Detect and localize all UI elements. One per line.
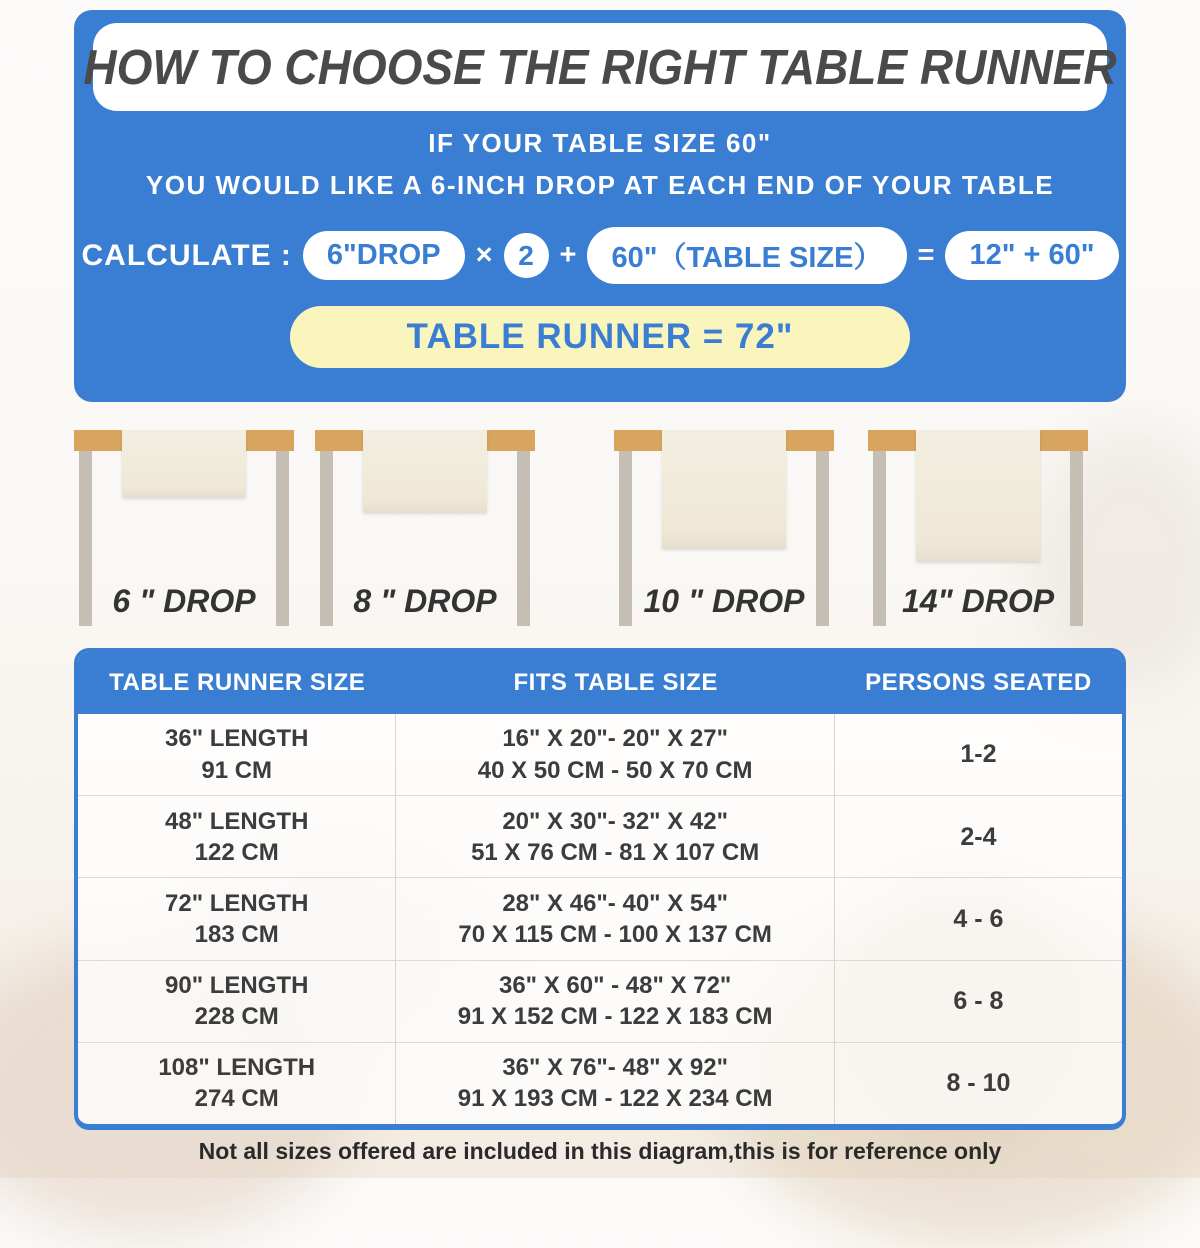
runner-drape — [662, 430, 786, 548]
subtitle-line-2: YOU WOULD LIKE A 6-INCH DROP AT EACH END OF YOUR TABLE — [145, 170, 1055, 200]
table-illustration-10-drop — [614, 430, 834, 626]
times-operator: × — [475, 239, 493, 271]
table-row — [78, 795, 1122, 877]
title-banner — [83, 23, 1117, 111]
fits-inches: 36" X 76"- 48" X 92" — [502, 1054, 728, 1082]
table-size-pill: 60"（TABLE SIZE） — [587, 227, 906, 284]
sum-pill: 12" + 60" — [945, 231, 1118, 280]
page-title: HOW TO CHOOSE THE RIGHT TABLE RUNNER — [83, 39, 1117, 95]
table-illustration-14-drop — [868, 430, 1088, 626]
runner-length-cm: 274 CM — [194, 1085, 279, 1113]
persons-cell: 8 - 10 — [946, 1069, 1011, 1098]
size-chart-body — [78, 714, 1122, 1124]
fits-inches: 16" X 20"- 20" X 27" — [502, 725, 728, 753]
drop-label: 6 " DROP — [112, 583, 256, 619]
fits-cm: 91 X 193 CM - 122 X 234 CM — [457, 1085, 773, 1113]
column-header-persons-seated: PERSONS SEATED — [865, 669, 1092, 696]
runner-length-cm: 228 CM — [194, 1003, 279, 1031]
runner-drape — [363, 430, 487, 512]
fits-size-cell — [396, 878, 834, 959]
table-illustration-8-drop — [315, 430, 535, 626]
persons-cell: 1-2 — [960, 740, 997, 769]
runner-length: 108" LENGTH — [158, 1054, 316, 1082]
runner-size-cell — [78, 961, 396, 1042]
size-chart-header — [78, 652, 1122, 714]
table-row — [78, 714, 1122, 795]
multiplier-badge: 2 — [504, 233, 549, 278]
fits-inches: 36" X 60" - 48" X 72" — [498, 972, 732, 1000]
runner-size-cell — [78, 714, 396, 795]
runner-length: 72" LENGTH — [165, 889, 309, 917]
fits-inches: 28" X 46"- 40" X 54" — [502, 889, 728, 917]
column-header-fits-table-size: FITS TABLE SIZE — [513, 669, 718, 696]
calculate-label: CALCULATE : — [81, 238, 292, 272]
plus-operator: + — [559, 239, 577, 271]
table-row — [78, 1042, 1122, 1124]
table-illustration-6-drop — [74, 430, 294, 626]
hero-panel — [74, 10, 1126, 402]
drop-label: 14" DROP — [901, 583, 1055, 619]
size-chart-card — [74, 648, 1126, 1130]
fits-inches: 20" X 30"- 32" X 42" — [502, 807, 728, 835]
persons-cell: 6 - 8 — [953, 986, 1004, 1015]
fits-size-cell — [396, 796, 834, 877]
runner-size-cell — [78, 1043, 396, 1124]
runner-drape — [916, 430, 1040, 561]
subtitle-line-1: IF YOUR TABLE SIZE 60" — [428, 128, 772, 158]
fits-cm: 40 X 50 CM - 50 X 70 CM — [477, 756, 753, 784]
equals-operator: = — [917, 239, 935, 271]
fits-size-cell — [396, 714, 834, 795]
column-header-runner-size: TABLE RUNNER SIZE — [109, 669, 366, 696]
table-row — [78, 877, 1122, 959]
runner-length-cm: 122 CM — [194, 838, 279, 866]
fits-size-cell — [396, 961, 834, 1042]
runner-size-cell — [78, 878, 396, 959]
runner-length-cm: 183 CM — [194, 921, 279, 948]
fits-size-cell — [396, 1043, 834, 1124]
persons-cell: 4 - 6 — [953, 904, 1004, 933]
fits-cm: 51 X 76 CM - 81 X 107 CM — [471, 838, 760, 866]
drop-label: 10 " DROP — [643, 583, 805, 619]
runner-length: 36" LENGTH — [165, 725, 309, 753]
runner-drape — [122, 430, 246, 497]
result-pill: TABLE RUNNER = 72" — [290, 306, 910, 368]
fits-cm: 91 X 152 CM - 122 X 183 CM — [457, 1003, 773, 1031]
runner-length: 90" LENGTH — [165, 972, 309, 1000]
fits-cm: 70 X 115 CM - 100 X 137 CM — [458, 921, 772, 948]
runner-length-cm: 91 CM — [201, 756, 273, 784]
drop-label: 8 " DROP — [353, 583, 497, 619]
reference-footnote: Not all sizes offered are included in this diagram,this is for reference only — [198, 1138, 1002, 1164]
calculation-row — [74, 227, 1126, 284]
table-row — [78, 960, 1122, 1042]
persons-cell: 2-4 — [960, 822, 997, 851]
runner-length: 48" LENGTH — [165, 807, 309, 835]
runner-size-cell — [78, 796, 396, 877]
drop-pill: 6"DROP — [303, 231, 465, 280]
